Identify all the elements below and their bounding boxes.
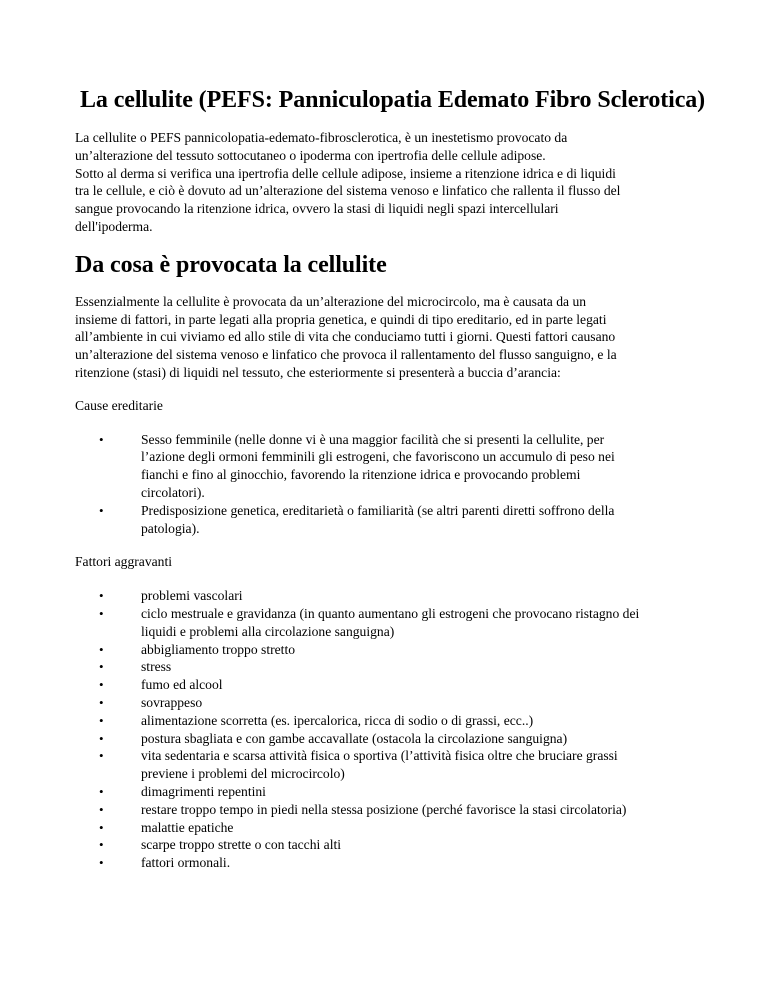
hereditary-list [75,431,708,538]
causes-line: un’alterazione del sistema venoso e linfatico che provoca il rallentamento del flusso sanguigno, e la [75,347,617,363]
bullet-icon: • [99,659,104,675]
bullet-icon: • [99,855,104,871]
list-item-line: fumo ed alcool [141,677,223,693]
intro-line: sangue provocando la ritenzione idrica, ovvero la stasi di liquidi negli spazi intercellulari [75,201,559,217]
intro-line: La cellulite o PEFS pannicolopatia-edemato-fibrosclerotica, è un inestetismo provocato da [75,130,568,145]
list-item-line: fattori ormonali. [141,855,231,871]
bullet-icon: • [99,730,104,746]
list-item-line: sovrappeso [141,694,203,710]
list-item [99,605,708,641]
list-item-line: fianchi e fino al ginocchio, favorendo la ritenzione idrica e provocando problemi [141,467,581,483]
list-item [99,854,708,872]
list-item-line: problemi vascolari [141,588,243,604]
causes-paragraph [75,293,708,382]
list-item-line: vita sedentaria e scarsa attività fisica o sportiva (l’attività fisica oltre che bruciare grassi [141,748,618,764]
list-item [99,730,708,748]
bullet-icon: • [99,641,104,657]
list-item [99,801,708,819]
list-item [99,836,708,854]
list-item [99,747,708,783]
bullet-icon: • [99,819,104,835]
list-item [99,431,708,502]
section-heading: Da cosa è provocata la cellulite [75,251,387,278]
list-item-line: scarpe troppo strette o con tacchi alti [141,837,342,853]
intro-line: Sotto al derma si verifica una ipertrofia delle cellule adipose, insieme a ritenzione idrica e di liquidi [75,165,616,181]
list-item-line: abbigliamento troppo stretto [141,641,296,657]
causes-line: all’ambiente in cui viviamo ed allo stile di vita che conduciamo tutti i giorni. Questi fattori causano [75,329,616,345]
list-item-line: Predisposizione genetica, ereditarietà o familiarità (se altri parenti diretti soffrono della [141,502,615,518]
list-item-line: patologia). [141,520,200,536]
list-item-line: malattie epatiche [141,819,234,835]
causes-line: ritenzione (stasi) di liquidi nel tessuto, che esteriormente si presenterà a buccia d’arancia: [75,364,561,380]
list-item-line: ciclo mestruale e gravidanza (in quanto aumentano gli estrogeni che provocano ristagno dei [141,605,640,621]
causes-line: insieme di fattori, in parte legati alla propria genetica, e quindi di tipo ereditario, ed in parte legati [75,311,607,327]
list-item [99,676,708,694]
list-item [99,712,708,730]
list-item-line: liquidi e problemi alla circolazione sanguigna) [141,623,395,639]
list-item-line: l’azione degli ormoni femminili gli estrogeni, che favoriscono un accumulo di peso nei [141,449,615,465]
list-item [99,641,708,659]
list-item [99,694,708,712]
bullet-icon: • [99,431,104,447]
list-item [99,658,708,676]
list-item-line: postura sbagliata e con gambe accavallate (ostacola la circolazione sanguigna) [141,730,568,746]
list-item-line: circolatori). [141,484,205,500]
list-item-line: Sesso femminile (nelle donne vi è una maggior facilità che si presenti la cellulite, per [141,431,605,447]
intro-line: un’alterazione del tessuto sottocutaneo o ipoderma con ipertrofia delle cellule adipose. [75,147,546,163]
list-item [99,502,708,538]
list-item-line: previene i problemi del microcircolo) [141,766,345,782]
list-item-line: stress [141,659,172,675]
intro-line: dell'ipoderma. [75,218,153,234]
bullet-icon: • [99,502,104,518]
bullet-icon: • [99,748,104,764]
list-item-line: dimagrimenti repentini [141,783,266,799]
document-title: La cellulite (PEFS: Panniculopatia Edemato Fibro Sclerotica) [80,87,706,113]
bullet-icon: • [99,837,104,853]
intro-paragraph [75,129,708,236]
list-item [99,819,708,837]
causes-line: Essenzialmente la cellulite è provocata da un’alterazione del microcircolo, ma è causata da un [75,293,587,309]
bullet-icon: • [99,605,104,621]
aggravating-list [75,587,708,872]
list-item-line: restare troppo tempo in piedi nella stessa posizione (perché favorisce la stasi circolatoria) [141,801,627,817]
bullet-icon: • [99,712,104,728]
bullet-icon: • [99,694,104,710]
bullet-icon: • [99,588,104,604]
list-item-line: alimentazione scorretta (es. ipercalorica, ricca di sodio o di grassi, ecc..) [141,712,534,728]
hereditary-label: Cause ereditarie [75,397,163,413]
intro-line: tra le cellule, e ciò è dovuto ad un’alterazione del sistema venoso e linfatico che rallenta il flusso del [75,183,621,199]
list-item [99,587,708,605]
bullet-icon: • [99,801,104,817]
aggravating-label: Fattori aggravanti [75,554,173,570]
bullet-icon: • [99,677,104,693]
bullet-icon: • [99,783,104,799]
list-item [99,783,708,801]
